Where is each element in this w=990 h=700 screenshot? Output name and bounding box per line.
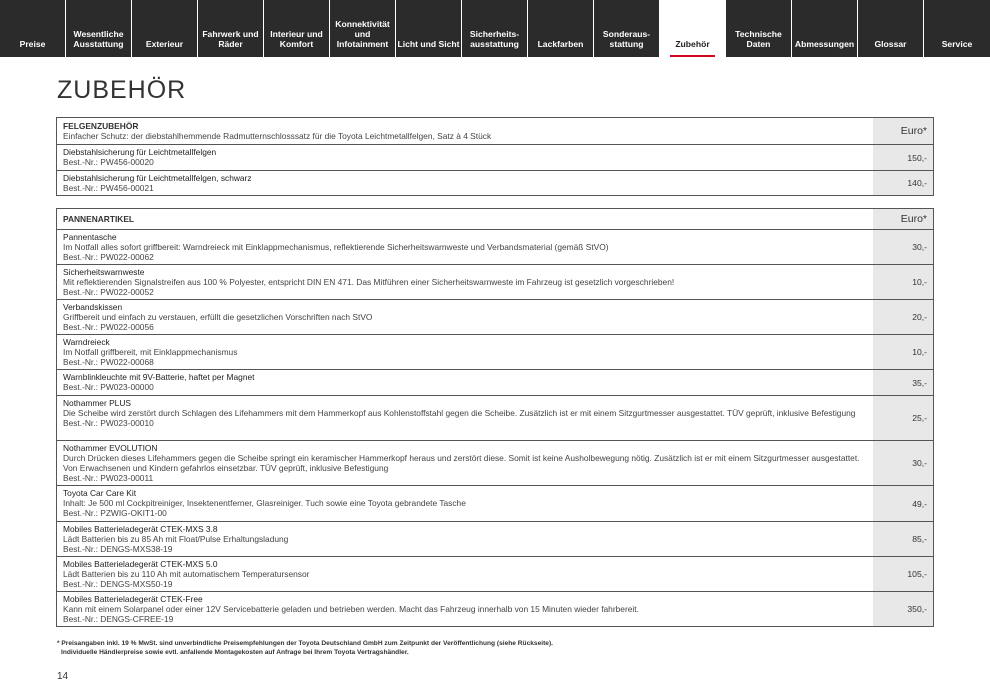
table-row <box>57 144 933 170</box>
item-price: 20,- <box>873 300 933 334</box>
item-title: Nothammer PLUS <box>63 398 131 408</box>
section-title: PANNENARTIKEL <box>63 214 135 224</box>
table-row <box>57 440 933 485</box>
item-description: Lädt Batterien bis zu 110 Ah mit automatischem Temperatursensor <box>63 569 310 579</box>
item-title: Mobiles Batterieladegerät CTEK-MXS 5.0 <box>63 559 218 569</box>
item-title: Mobiles Batterieladegerät CTEK-Free <box>63 594 203 604</box>
item-article-number: Best.-Nr.: DENGS-MXS38-19 <box>63 544 173 554</box>
item-price: 140,- <box>873 171 933 195</box>
footnote-line-1: * Preisangaben inkl. 19 % MwSt. sind unverbindliche Preisempfehlungen der Toyota Deutschland GmbH zum Zeitpunkt der Veröffentlichung (siehe Rückseite). <box>57 640 553 647</box>
table-row <box>57 591 933 626</box>
item-article-number: Best.-Nr.: PW023-00000 <box>63 382 154 392</box>
item-title: Pannentasche <box>63 232 117 242</box>
item-price: 150,- <box>873 145 933 170</box>
item-description: Inhalt: Je 500 ml Cockpitreiniger, Insektenentferner, Glasreiniger. Tuch sowie eine Toyota gebrandete Tasche <box>63 498 466 508</box>
item-title: Diebstahlsicherung für Leichtmetallfelgen, schwarz <box>63 173 252 183</box>
table-row <box>57 369 933 395</box>
footnote <box>57 639 553 657</box>
nav-tab-exterieur[interactable]: Exterieur <box>132 0 197 57</box>
item-title: Toyota Car Care Kit <box>63 488 137 498</box>
table-row <box>57 299 933 334</box>
table-row <box>57 556 933 591</box>
item-price: 49,- <box>873 486 933 521</box>
currency-label: Euro* <box>873 118 933 144</box>
nav-tab-glossar[interactable]: Glossar <box>858 0 923 57</box>
nav-tab-technische-daten[interactable]: Technische Daten <box>726 0 791 57</box>
page-title: ZUBEHÖR <box>57 76 187 104</box>
section-subtitle: Einfacher Schutz: der diebstahlhemmende Radmutternschlosssatz für die Toyota Leichtmetallfelgen, Satz à 4 Stück <box>63 131 492 141</box>
table-row <box>57 485 933 521</box>
item-article-number: Best.-Nr.: PW022-00056 <box>63 322 154 332</box>
nav-tab-fahrwerk[interactable]: Fahrwerk und Räder <box>198 0 263 57</box>
item-description: Im Notfall alles sofort griffbereit: Warndreieck mit Einklappmechanismus, reflektierende Sicherheitswarnweste und Verbandsmaterial (gemäß StVO) <box>63 242 609 252</box>
item-article-number: Best.-Nr.: PZWIG-OKIT1-00 <box>63 508 167 518</box>
item-price: 25,- <box>873 396 933 440</box>
item-title: Warnblinkleuchte mit 9V-Batterie, haftet per Magnet <box>63 372 255 382</box>
item-article-number: Best.-Nr.: PW022-00062 <box>63 252 154 262</box>
table-header <box>57 209 933 229</box>
item-title: Verbandskissen <box>63 302 123 312</box>
table-header <box>57 118 933 144</box>
table-row <box>57 264 933 299</box>
felgen-table <box>56 117 934 196</box>
item-price: 105,- <box>873 557 933 591</box>
item-article-number: Best.-Nr.: PW023-00011 <box>63 473 154 483</box>
item-price: 10,- <box>873 335 933 369</box>
item-price: 10,- <box>873 265 933 299</box>
item-article-number: Best.-Nr.: DENGS-CFREE-19 <box>63 614 174 624</box>
table-row <box>57 395 933 440</box>
item-description: Die Scheibe wird zerstört durch Schlagen des Lifehammers mit dem Hammerkopf aus Kohlenstoffstahl gegen die Scheibe. Zusätzlich ist er mit einem Sitzgurtmesser ausgestattet. TÜV geprüft, inklusive Befestigung <box>63 408 856 418</box>
currency-label: Euro* <box>873 209 933 229</box>
table-row <box>57 521 933 556</box>
item-article-number: Best.-Nr.: PW022-00052 <box>63 287 154 297</box>
nav-tab-lackfarben[interactable]: Lackfarben <box>528 0 593 57</box>
item-description: Durch Drücken dieses Lifehammers gegen die Scheibe springt ein keramischer Hammerkopf heraus und zerstört diese. Somit ist keine Ausholbewegung nötig. Zusätzlich ist er mit einem Sitzgurtmesser ausgestattet. Von Erwachsenen und Kindern gefahrlos einsetzbar. TÜV geprüft, inklusive Befestigung <box>63 453 860 473</box>
nav-tab-interieur[interactable]: Interieur und Komfort <box>264 0 329 57</box>
item-title: Warndreieck <box>63 337 110 347</box>
footnote-line-2: Individuelle Händlerpreise sowie evtl. anfallende Montagekosten auf Anfrage bei Ihrem Toyota Vertragshändler. <box>61 649 409 656</box>
item-price: 30,- <box>873 230 933 264</box>
item-article-number: Best.-Nr.: PW456-00020 <box>63 157 154 167</box>
item-title: Diebstahlsicherung für Leichtmetallfelgen <box>63 147 217 157</box>
item-article-number: Best.-Nr.: PW456-00021 <box>63 183 154 193</box>
item-title: Sicherheitswarnweste <box>63 267 145 277</box>
nav-tab-abmessungen[interactable]: Abmessungen <box>792 0 857 57</box>
item-price: 35,- <box>873 370 933 395</box>
item-title: Mobiles Batterieladegerät CTEK-MXS 3.8 <box>63 524 218 534</box>
table-row <box>57 229 933 264</box>
table-row <box>57 334 933 369</box>
item-article-number: Best.-Nr.: DENGS-MXS50-19 <box>63 579 173 589</box>
nav-tab-zubehoer[interactable]: Zubehör <box>660 0 725 57</box>
top-navigation <box>0 0 990 57</box>
item-article-number: Best.-Nr.: PW023-00010 <box>63 418 154 428</box>
item-description: Griffbereit und einfach zu verstauen, erfüllt die gesetzlichen Vorschriften nach StVO <box>63 312 373 322</box>
nav-tab-konnektivitaet[interactable]: Konnektivität und Infotainment <box>330 0 395 57</box>
item-title: Nothammer EVOLUTION <box>63 443 158 453</box>
pannen-table <box>56 208 934 627</box>
table-row <box>57 170 933 195</box>
item-article-number: Best.-Nr.: PW022-00068 <box>63 357 154 367</box>
item-price: 30,- <box>873 441 933 485</box>
item-price: 85,- <box>873 522 933 556</box>
nav-tab-sicherheit[interactable]: Sicherheits-ausstattung <box>462 0 527 57</box>
nav-tab-preise[interactable]: Preise <box>0 0 65 57</box>
nav-tab-service[interactable]: Service <box>924 0 990 57</box>
nav-tab-wesentliche-ausstattung[interactable]: Wesentliche Ausstattung <box>66 0 131 57</box>
nav-tab-sonderausstattung[interactable]: Sonderaus-stattung <box>594 0 659 57</box>
item-description: Kann mit einem Solarpanel oder einer 12V Servicebatterie geladen und betrieben werden. Macht das Fahrzeug innerhalb von 15 Minuten wieder fahrbereit. <box>63 604 639 614</box>
nav-tab-licht-sicht[interactable]: Licht und Sicht <box>396 0 461 57</box>
section-title: FELGENZUBEHÖR <box>63 121 139 131</box>
item-description: Mit reflektierenden Signalstreifen aus 100 % Polyester, entspricht DIN EN 471. Das Mitführen einer Sicherheitswarnweste im Fahrzeug ist gesetzlich vorgeschrieben! <box>63 277 675 287</box>
page-number: 14 <box>57 671 69 682</box>
item-price: 350,- <box>873 592 933 626</box>
item-description: Im Notfall griffbereit, mit Einklappmechanismus <box>63 347 238 357</box>
item-description: Lädt Batterien bis zu 85 Ah mit Float/Pulse Erhaltungsladung <box>63 534 289 544</box>
